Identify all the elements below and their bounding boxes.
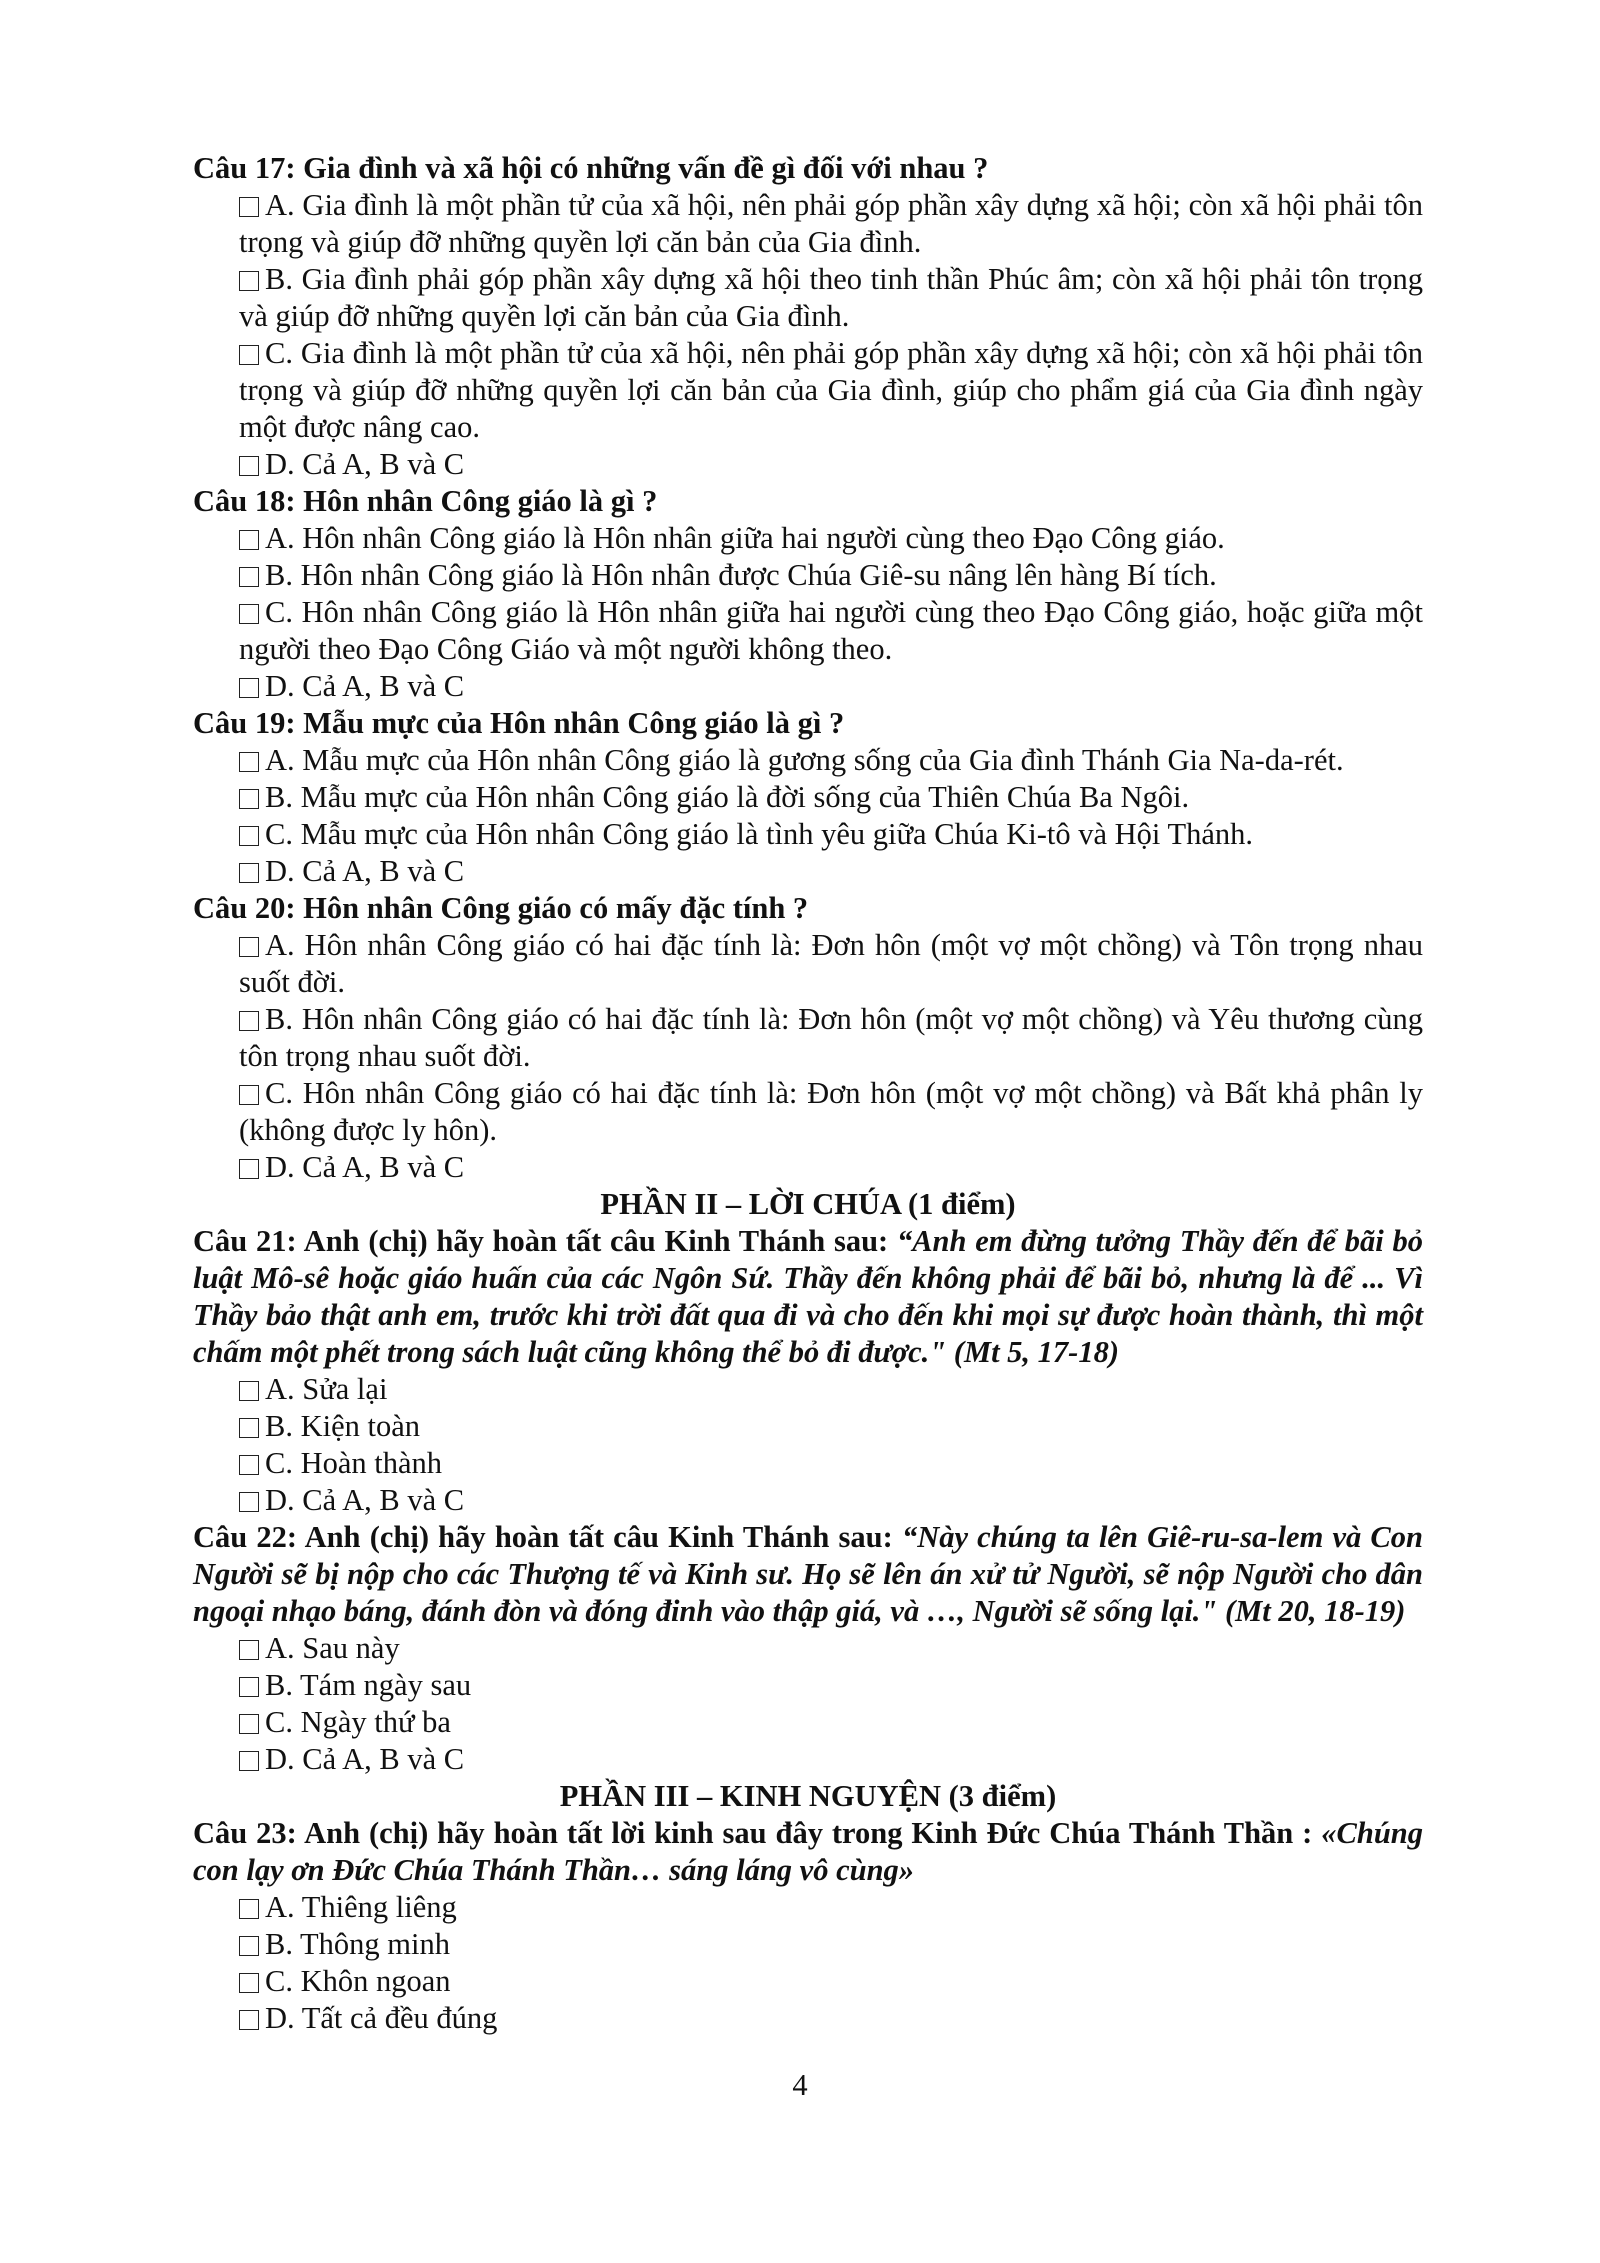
- checkbox-icon[interactable]: [239, 1714, 259, 1734]
- question-23-option-d[interactable]: D. Tất cả đều đúng: [239, 2000, 1423, 2037]
- question-19: [193, 705, 1423, 890]
- question-23-option-a[interactable]: A. Thiêng liêng: [239, 1889, 1423, 1926]
- checkbox-icon[interactable]: [239, 678, 259, 698]
- checkbox-icon[interactable]: [239, 2010, 259, 2030]
- checkbox-icon[interactable]: [239, 1677, 259, 1697]
- document-page: [193, 150, 1423, 2037]
- checkbox-icon[interactable]: [239, 530, 259, 550]
- checkbox-icon[interactable]: [239, 345, 259, 365]
- question-18-option-c[interactable]: C. Hôn nhân Công giáo là Hôn nhân giữa hai người cùng theo Đạo Công giáo, hoặc giữa một người theo Đạo Công Giáo và một người không theo.: [239, 595, 1423, 666]
- question-22: [193, 1519, 1423, 1778]
- question-17: [193, 150, 1423, 483]
- page-number: 4: [792, 2068, 808, 2102]
- section-2-heading: PHẦN II – LỜI CHÚA (1 điểm): [600, 1187, 1016, 1221]
- checkbox-icon[interactable]: [239, 937, 259, 957]
- checkbox-icon[interactable]: [239, 567, 259, 587]
- checkbox-icon[interactable]: [239, 1455, 259, 1475]
- question-21: [193, 1223, 1423, 1519]
- checkbox-icon[interactable]: [239, 1085, 259, 1105]
- checkbox-icon[interactable]: [239, 1418, 259, 1438]
- question-19-option-a[interactable]: A. Mẫu mực của Hôn nhân Công giáo là gương sống của Gia đình Thánh Gia Na-da-rét.: [239, 742, 1423, 779]
- question-20-option-d[interactable]: D. Cả A, B và C: [239, 1149, 1423, 1186]
- question-21-option-a[interactable]: A. Sửa lại: [239, 1371, 1423, 1408]
- question-19-title: Câu 19: Mẫu mực của Hôn nhân Công giáo là gì ?: [193, 706, 845, 740]
- checkbox-icon[interactable]: [239, 752, 259, 772]
- question-19-option-b[interactable]: B. Mẫu mực của Hôn nhân Công giáo là đời sống của Thiên Chúa Ba Ngôi.: [239, 779, 1423, 816]
- question-21-option-d[interactable]: D. Cả A, B và C: [239, 1482, 1423, 1519]
- question-19-option-c[interactable]: C. Mẫu mực của Hôn nhân Công giáo là tình yêu giữa Chúa Ki-tô và Hội Thánh.: [239, 816, 1423, 853]
- question-17-option-c[interactable]: C. Gia đình là một phần tử của xã hội, nên phải góp phần xây dựng xã hội; còn xã hội phải tôn trọng và giúp đỡ những quyền lợi căn bản của Gia đình, giúp cho phẩm giá của Gia đình ngày một được nâng cao.: [239, 336, 1423, 444]
- checkbox-icon[interactable]: [239, 456, 259, 476]
- checkbox-icon[interactable]: [239, 1492, 259, 1512]
- question-19-option-d[interactable]: D. Cả A, B và C: [239, 853, 1423, 890]
- question-20-option-a[interactable]: A. Hôn nhân Công giáo có hai đặc tính là: Đơn hôn (một vợ một chồng) và Tôn trọng nhau suốt đời.: [239, 928, 1423, 999]
- question-18-option-b[interactable]: B. Hôn nhân Công giáo là Hôn nhân được Chúa Giê-su nâng lên hàng Bí tích.: [239, 557, 1423, 594]
- question-21-option-c[interactable]: C. Hoàn thành: [239, 1445, 1423, 1482]
- question-20-title: Câu 20: Hôn nhân Công giáo có mấy đặc tính ?: [193, 891, 809, 925]
- checkbox-icon[interactable]: [239, 1159, 259, 1179]
- question-20-option-c[interactable]: C. Hôn nhân Công giáo có hai đặc tính là: Đơn hôn (một vợ một chồng) và Bất khả phân ly (không được ly hôn).: [239, 1076, 1423, 1147]
- question-21-quote: “Anh em đừng tưởng Thầy đến để bãi bỏ luật Mô-sê hoặc giáo huấn của các Ngôn Sứ. Thầy đến không phải để bãi bỏ, nhưng là để ... Vì Thầy bảo thật anh em, trước khi trời đất qua đi và cho đến khi mọi sự được hoàn thành, thì một chấm một phết trong sách luật cũng không thể bỏ đi được." (Mt 5, 17-18): [193, 1224, 1424, 1369]
- checkbox-icon[interactable]: [239, 1011, 259, 1031]
- checkbox-icon[interactable]: [239, 1751, 259, 1771]
- question-18-title: Câu 18: Hôn nhân Công giáo là gì ?: [193, 484, 658, 518]
- checkbox-icon[interactable]: [239, 1640, 259, 1660]
- checkbox-icon[interactable]: [239, 1936, 259, 1956]
- question-23: [193, 1815, 1423, 2037]
- question-20-option-b[interactable]: B. Hôn nhân Công giáo có hai đặc tính là: Đơn hôn (một vợ một chồng) và Yêu thương cùng tôn trọng nhau suốt đời.: [239, 1002, 1423, 1073]
- question-17-option-b[interactable]: B. Gia đình phải góp phần xây dựng xã hội theo tinh thần Phúc âm; còn xã hội phải tôn trọng và giúp đỡ những quyền lợi căn bản của Gia đình.: [239, 262, 1423, 333]
- question-23-option-c[interactable]: C. Khôn ngoan: [239, 1963, 1423, 2000]
- question-17-title: Câu 17: Gia đình và xã hội có những vấn đề gì đối với nhau ?: [193, 151, 989, 185]
- question-23-title: Câu 23: Anh (chị) hãy hoàn tất lời kinh sau đây trong Kinh Đức Chúa Thánh Thần : «Chúng con lạy ơn Đức Chúa Thánh Thần… sáng láng vô cùng»: [193, 1816, 1423, 1887]
- question-23-quote: «Chúng con lạy ơn Đức Chúa Thánh Thần… sáng láng vô cùng»: [193, 1816, 1423, 1887]
- section-3-heading: PHẦN III – KINH NGUYỆN (3 điểm): [559, 1779, 1057, 1813]
- question-22-option-b[interactable]: B. Tám ngày sau: [239, 1667, 1423, 1704]
- question-17-option-d[interactable]: D. Cả A, B và C: [239, 446, 1423, 483]
- checkbox-icon[interactable]: [239, 789, 259, 809]
- question-18-option-d[interactable]: D. Cả A, B và C: [239, 668, 1423, 705]
- question-20: [193, 890, 1423, 1186]
- checkbox-icon[interactable]: [239, 604, 259, 624]
- question-18: [193, 483, 1423, 705]
- question-21-option-b[interactable]: B. Kiện toàn: [239, 1408, 1423, 1445]
- checkbox-icon[interactable]: [239, 826, 259, 846]
- question-22-quote: “Này chúng ta lên Giê-ru-sa-lem và Con Người sẽ bị nộp cho các Thượng tế và Kinh sư. Họ sẽ lên án xử tử Người, sẽ nộp Người cho dân ngoại nhạo báng, đánh đòn và đóng đinh vào thập giá, và …, Người sẽ sống lại." (Mt 20, 18-19): [193, 1520, 1423, 1628]
- checkbox-icon[interactable]: [239, 1899, 259, 1919]
- checkbox-icon[interactable]: [239, 1973, 259, 1993]
- question-17-option-a[interactable]: A. Gia đình là một phần tử của xã hội, nên phải góp phần xây dựng xã hội; còn xã hội phải tôn trọng và giúp đỡ những quyền lợi căn bản của Gia đình.: [239, 188, 1423, 259]
- question-21-title: Câu 21: Anh (chị) hãy hoàn tất câu Kinh Thánh sau: “Anh em đừng tưởng Thầy đến để bãi bỏ luật Mô-sê hoặc giáo huấn của các Ngôn Sứ. Thầy đến không phải để bãi bỏ, nhưng là để ... Vì Thầy bảo thật anh em, trước khi trời đất qua đi và cho đến khi mọi sự được hoàn thành, thì một chấm một phết trong sách luật cũng không thể bỏ đi được." (Mt 5, 17-18): [193, 1224, 1424, 1369]
- checkbox-icon[interactable]: [239, 1381, 259, 1401]
- checkbox-icon[interactable]: [239, 271, 259, 291]
- question-18-option-a[interactable]: A. Hôn nhân Công giáo là Hôn nhân giữa hai người cùng theo Đạo Công giáo.: [239, 520, 1423, 557]
- question-22-option-a[interactable]: A. Sau này: [239, 1630, 1423, 1667]
- question-22-option-c[interactable]: C. Ngày thứ ba: [239, 1704, 1423, 1741]
- question-22-title: Câu 22: Anh (chị) hãy hoàn tất câu Kinh Thánh sau: “Này chúng ta lên Giê-ru-sa-lem và Con Người sẽ bị nộp cho các Thượng tế và Kinh sư. Họ sẽ lên án xử tử Người, sẽ nộp Người cho dân ngoại nhạo báng, đánh đòn và đóng đinh vào thập giá, và …, Người sẽ sống lại." (Mt 20, 18-19): [193, 1520, 1423, 1628]
- question-23-option-b[interactable]: B. Thông minh: [239, 1926, 1423, 1963]
- question-22-option-d[interactable]: D. Cả A, B và C: [239, 1741, 1423, 1778]
- checkbox-icon[interactable]: [239, 197, 259, 217]
- checkbox-icon[interactable]: [239, 863, 259, 883]
